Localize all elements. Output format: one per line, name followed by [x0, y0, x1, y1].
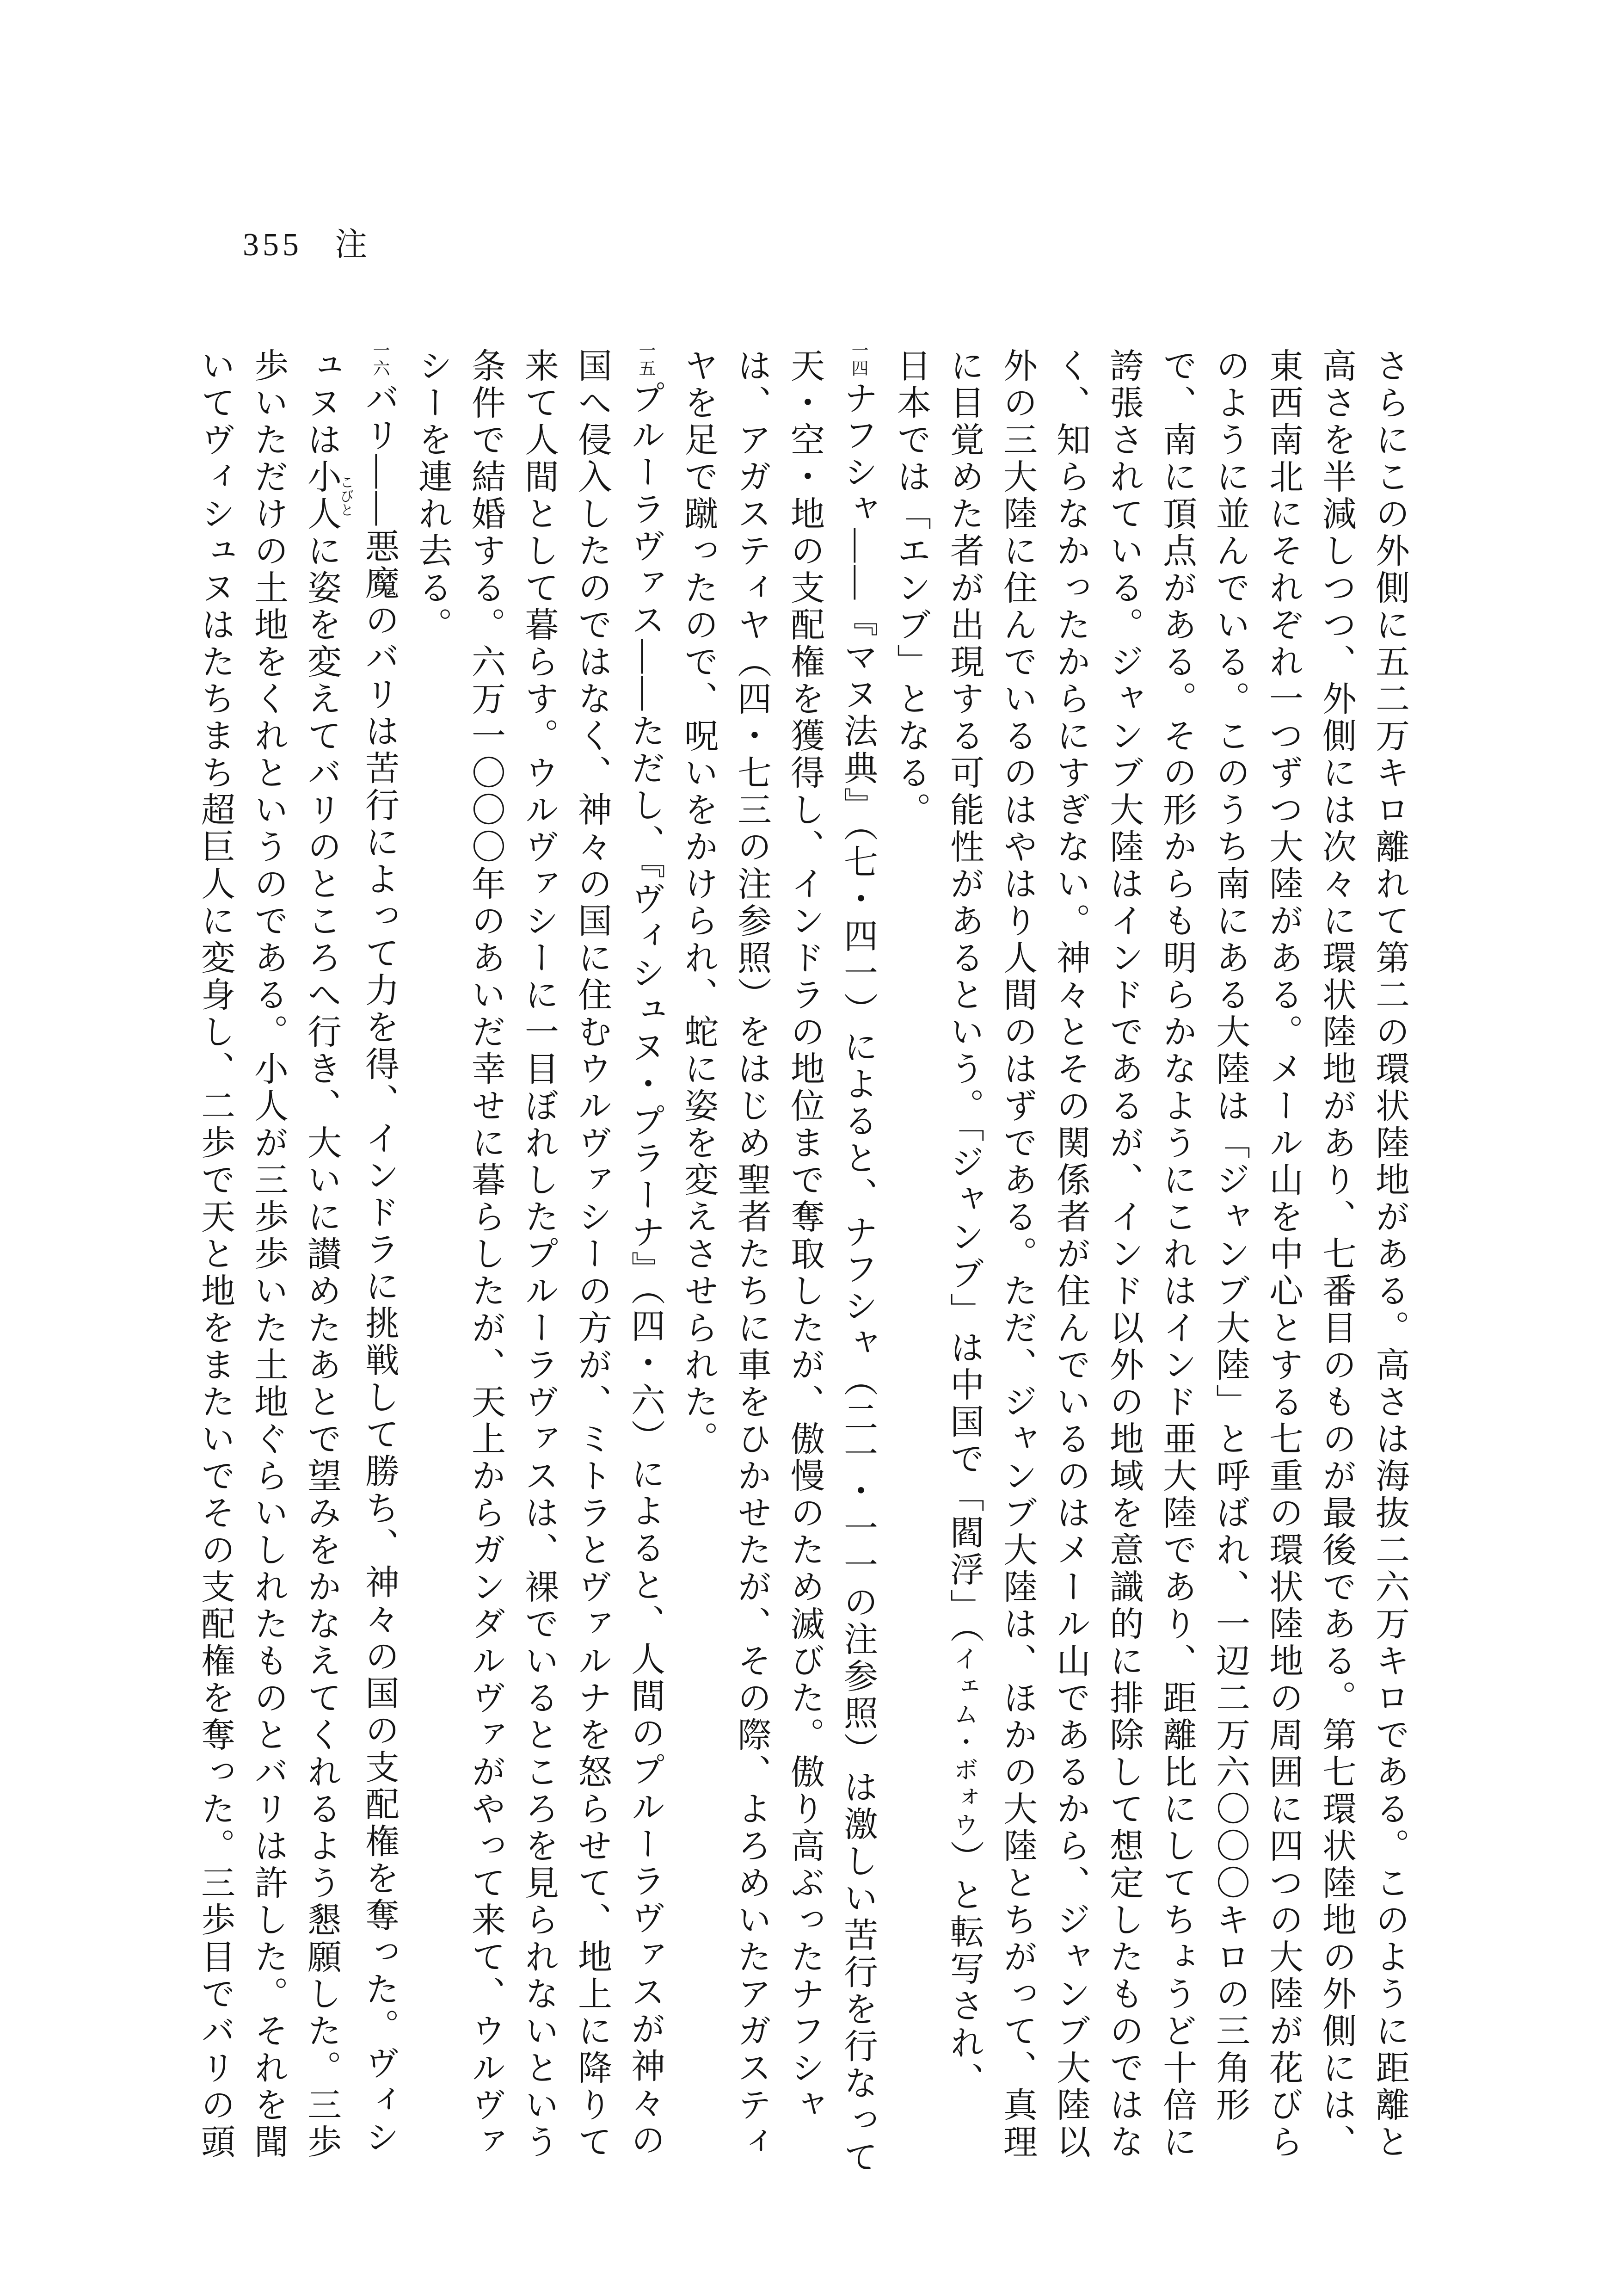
text-run: 歩いただけの土地をくれというのである。小人が三歩歩いた土地ぐらいしれたものとバリは許した。それを聞: [249, 348, 287, 2161]
text-column: [1256, 348, 1309, 2173]
note: [406, 341, 671, 2173]
text-column: [512, 348, 565, 2173]
text-column: [1150, 348, 1203, 2173]
text-run: 東西南北にそれぞれ一つずつ大陸がある。メール山を中心とする七重の環状陸地の周囲に四つの大陸が花びら: [1264, 348, 1302, 2161]
text-column: [937, 348, 990, 2173]
text-column: [188, 348, 241, 2173]
text-column: [1044, 348, 1097, 2173]
text-run: ヤを足で蹴ったので、呪いをかけられ、蛇に姿を変えさせられた。: [679, 348, 717, 1458]
note: [188, 341, 406, 2173]
text-column: [884, 348, 937, 2173]
text-column: [618, 341, 671, 2173]
text-column: [459, 348, 512, 2173]
text-run: シーを連れ去る。: [413, 348, 451, 644]
ruby-word: 小人こびと: [302, 459, 353, 533]
text-run: は、アガスティヤ（四・七三の注参照）をはじめ聖者たちに車をひかせたが、その際、よろめいたアガスティ: [732, 348, 770, 2161]
text-run: のように並んでいる。このうち南にある大陸は「ジャンブ大陸」と呼ばれ、一辺二万六〇〇〇キロの三角形: [1211, 348, 1249, 2124]
note: [884, 348, 1416, 2173]
note-number: 一五: [636, 341, 655, 377]
text-column: [725, 348, 778, 2173]
notes-text-block: [188, 341, 1416, 2176]
note: [671, 341, 884, 2176]
text-run: 来て人間として暮らす。ウルヴァシーに一目ぼれしたプルーラヴァスは、裸でいるところを見られないという: [520, 348, 558, 2161]
text-run: に目覚めた者が出現する可能性があるという。「ジャンブ」は中国で「閻浮」（: [945, 348, 983, 1646]
text-run: 日本では「エンブ」となる。: [892, 348, 930, 829]
phonetic-gloss: イェム・ボォウ: [950, 1646, 978, 1840]
text-column: [565, 348, 618, 2173]
text-column: [671, 348, 725, 2173]
text-column: [1363, 348, 1416, 2173]
text-run: に姿を変えてバリのところへ行き、大いに讃めたあとで望みをかなえてくれるよう懇願した。三歩: [302, 533, 340, 2161]
text-column: [831, 341, 884, 2176]
text-run: 天・空・地の支配権を獲得し、インドラの地位まで奪取したが、傲慢のため滅びた。傲り高ぶったナフシャ: [786, 348, 824, 2124]
text-column: [1203, 348, 1256, 2173]
text-column: [295, 348, 352, 2173]
text-run: く、知らなかったからにすぎない。神々とその関係者が住んでいるのはメール山であるから、ジャンブ大陸以: [1051, 348, 1089, 2161]
text-run: プルーラヴァス――ただし、『ヴィシュヌ・プラーナ』（四・六）によると、人間のプルーラヴァスが神々の: [626, 380, 664, 2159]
note-number: 一六: [370, 341, 389, 377]
note-number: 一四: [848, 341, 867, 377]
text-column: [1097, 348, 1150, 2173]
text-run: 外の三大陸に住んでいるのはやはり人間のはずである。ただ、ジャンブ大陸は、ほかの大陸とちがって、真理: [998, 348, 1036, 2161]
text-column: [406, 348, 459, 2173]
text-run: ナフシャ――『マヌ法典』（七・四一）によると、ナフシャ（二一・一一の注参照）は激しい苦行を行なって: [839, 380, 877, 2176]
section-label: 注: [335, 227, 371, 263]
text-column: [1309, 348, 1363, 2173]
text-column: [241, 348, 295, 2173]
text-run: 誇張されている。ジャンブ大陸はインドであるが、インド以外の地域を意識的に排除して想定したものではな: [1105, 348, 1143, 2161]
text-run: 国へ侵入したのではなく、神々の国に住むウルヴァシーの方が、ミトラとヴァルナを怒らせて、地上に降りて: [573, 348, 611, 2161]
text-run: ）と転写され、: [945, 1840, 983, 2099]
page-number: 355: [243, 227, 302, 263]
text-run: バリ――悪魔のバリは苦行によって力を得、インドラに挑戦して勝ち、神々の国の支配権を奪った。ヴィシ: [360, 380, 398, 2156]
text-run: で、南に頂点がある。その形からも明らかなようにこれはインド亜大陸であり、距離比にしてちょうど十倍に: [1158, 348, 1196, 2161]
text-column: [778, 348, 831, 2173]
text-run: さらにこの外側に五二万キロ離れて第二の環状陸地がある。高さは海抜二六万キロである。このように距離と: [1371, 348, 1408, 2161]
text-run: いてヴィシュヌはたちまち超巨人に変身し、二歩で天と地をまたいでその支配権を奪った。三歩目でバリの頭: [196, 348, 234, 2161]
page-header: [243, 218, 371, 265]
text-column: [352, 341, 406, 2173]
text-run: ュヌは: [302, 348, 340, 459]
text-run: 条件で結婚する。六万一〇〇〇年のあいだ幸せに暮らしたが、天上からガンダルヴァがやって来て、ウルヴァ: [467, 348, 504, 2161]
text-run: 高さを半減しつつ、外側には次々に環状陸地があり、七番目のものが最後である。第七環状陸地の外側には、: [1317, 348, 1355, 2161]
text-column: [990, 348, 1044, 2173]
